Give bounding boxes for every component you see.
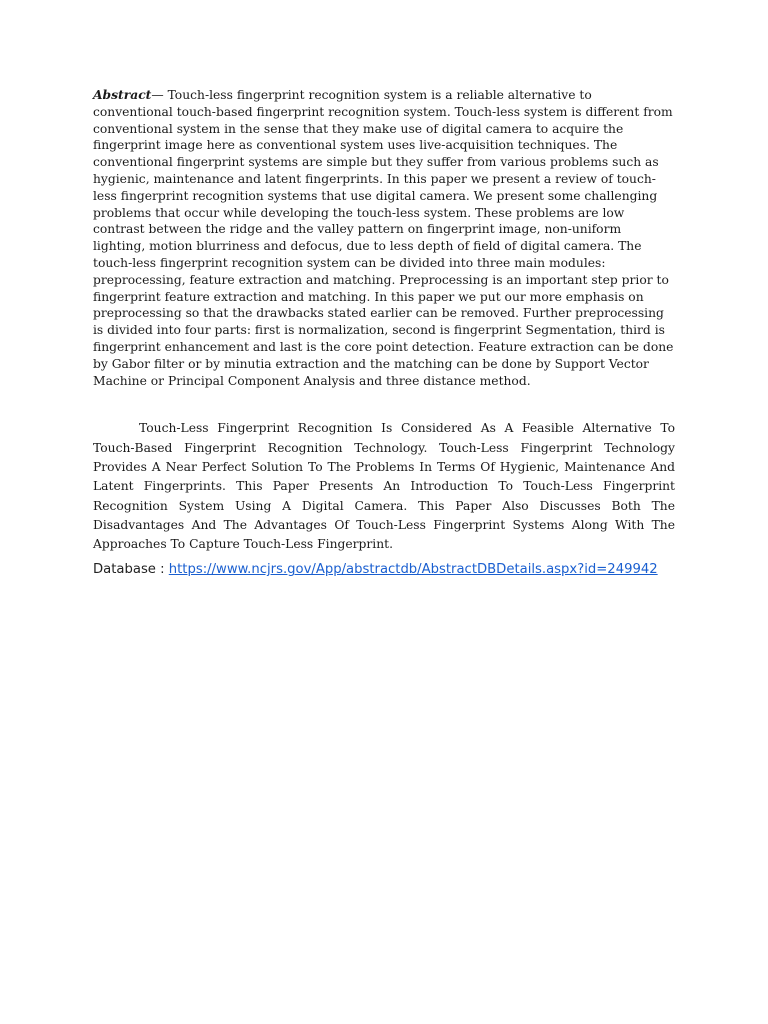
database-label: Database : [93, 562, 169, 578]
database-link[interactable]: https://www.ncjrs.gov/App/abstractdb/AbstractDBDetails.aspx?id=249942 [168, 562, 658, 578]
document-body [93, 87, 675, 579]
abstract-paragraph [93, 87, 675, 389]
abstract-label: Abstract [93, 87, 152, 102]
abstract-dash: — [151, 88, 164, 102]
abstract-text: Touch-less fingerprint recognition system is a reliable alternative to conventional touch-based fingerprint recognition system. Touch-less system is different from conventional system in the sense that they make use of digital camera to acquire the fingerprint image here as conventional system uses live-acquisition techniques. The conventional fingerprint systems are simple but they suffer from various problems such as hygienic, maintenance and latent fingerprints. In this paper we present a review of touch-less fingerprint recognition systems that use digital camera. We present some challenging problems that occur while developing the touch-less system. These problems are low contrast between the ridge and the valley pattern on fingerprint image, non-uniform lighting, motion blurriness and defocus, due to less depth of field of digital camera. The touch-less fingerprint recognition system can be divided into three main modules: preprocessing, feature extraction and matching. Preprocessing is an important step prior to fingerprint feature extraction and matching. In this paper we put our more emphasis on preprocessing so that the drawbacks stated earlier can be removed. Further preprocessing is divided into four parts: first is normalization, second is fingerprint Segmentation, third is fingerprint enhancement and last is the core point detection. Feature extraction can be done by Gabor filter or by minutia extraction and the matching can be done by Support Vector Machine or Principal Component Analysis and three distance method. [93, 88, 674, 388]
summary-paragraph: Touch-Less Fingerprint Recognition Is Considered As A Feasible Alternative To Touch-Based Fingerprint Recognition Technology. Touch-Less Fingerprint Technology Provides A Near Perfect Solution To The Problems In Terms Of Hygienic, Maintenance And Latent Fingerprints. This Paper Presents An Introduction To Touch-Less Fingerprint Recognition System Using A Digital Camera. This Paper Also Discusses Both The Disadvantages And The Advantages Of Touch-Less Fingerprint Systems Along With The Approaches To Capture Touch-Less Fingerprint. [93, 421, 675, 552]
database-line [93, 561, 675, 579]
